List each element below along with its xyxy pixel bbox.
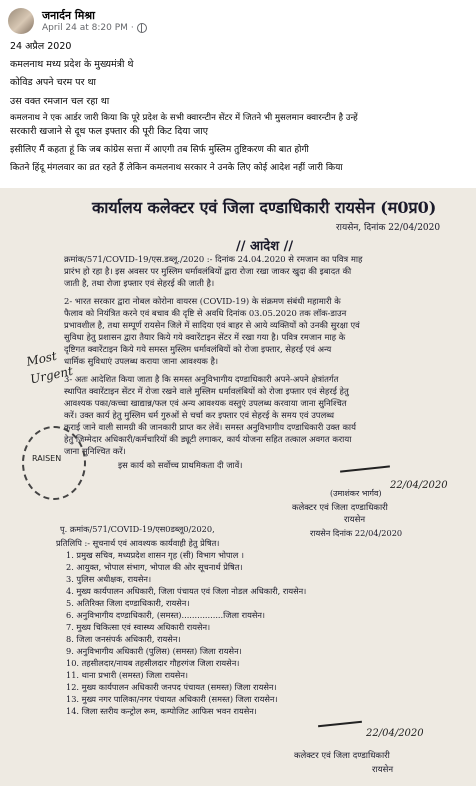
order-paragraph: फैलाव को नियंत्रित करने एवं बचाव की दृष्टि से अवधि दिनांक 03.05.2020 तक लॉक-डाउन: [64, 308, 347, 318]
post-line: कमलनाथ ने एक आर्डर जारी किया कि पूरे प्रदेश के सभी क्वारन्टीन सेंटर में जितने भी मुसलमान क्वारन्टीन है उन्हें: [10, 113, 358, 123]
copy-list-item: 8. जिला जनसंपर्क अधिकारी, रायसेन।: [66, 634, 181, 644]
post-line: सरकारी खजाने से दूध फल इफ्तार की पूरी किट दिया जाए: [10, 126, 209, 137]
post-date[interactable]: April 24 at 8:20 PM: [42, 23, 128, 33]
signature-date: 22/04/2020: [366, 728, 424, 739]
globe-icon: [137, 23, 147, 33]
order-paragraph: जाना सुनिश्चित करें।: [64, 446, 126, 456]
order-paragraph: क्रमांक/571/COVID-19/एस.डब्लू./2020 :- दिनांक 24.04.2020 से रमजान का पवित्र माह: [64, 254, 363, 264]
order-paragraph: धार्मिक सुविधाएं उपलब्ध कराया जाना आवश्यक है।: [64, 356, 219, 366]
order-paragraph: कराई जाने वाली सामग्री की जानकारी प्राप्त कर लेवें। समस्त अनुविभागीय दण्डाधिकारी उक्त कार्य: [64, 422, 356, 432]
copy-list-item: 13. मुख्य नगर पालिका/नगर पंचायत अधिकारी (समस्त) जिला रायसेन।: [66, 694, 278, 704]
post-line: कितने हिंदू मंगलवार का व्रत रहते हैं लेकिन कमलनाथ सरकार ने उनके लिए कोई आदेश नहीं जारी किया: [10, 163, 343, 173]
signature: [340, 465, 390, 472]
order-paragraph: प्रभावशील है, तथा सम्पूर्ण रायसेन जिले में सादिया एवं बाहर से आये व्यक्तियों को उनकी सुरक्षा एवं: [64, 320, 360, 330]
signature-date: 22/04/2020: [390, 480, 448, 491]
copy-list-item: 11. थाना प्रभारी (समस्त) जिला रायसेन।: [66, 670, 188, 680]
seal-stamp: [22, 426, 86, 500]
order-paragraph: 3- अतः आदेशित किया जाता है कि समस्त अनुविभागीय दण्डाधिकारी अपने-अपने क्षेत्रांतर्गत: [64, 374, 339, 384]
copy-list-item: 4. मुख्य कार्यपालन अधिकारी, जिला पंचायत एवं जिला नोडल अधिकारी, रायसेन।: [66, 586, 307, 596]
copy-list-item: 12. मुख्य कार्यपालन अधिकारी जनपद पंचायत (समस्त) जिला रायसेन।: [66, 682, 277, 692]
signer-name: (उमाशंकर भार्गव): [330, 489, 382, 498]
post-line: उस वक्त रमजान चल रहा था: [10, 96, 110, 107]
copy-list-item: 9. अनुविभागीय अधिकारी (पुलिस) (समस्त) जिला रायसेन।: [66, 646, 242, 656]
signer-place: रायसेन: [372, 765, 394, 775]
copy-reference: पृ. क्रमांक/571/COVID-19/एस0डब्लू0/2020,: [60, 524, 215, 534]
order-paragraph: 2- भारत सरकार द्वारा नोबल कोरोना वायरस (COVID-19) के संक्रमण संबंधी महामारी के: [64, 296, 341, 306]
post-line: कोविड अपने चरम पर था: [10, 77, 96, 88]
copy-list-item: 2. आयुक्त, भोपाल संभाग, भोपाल की ओर सूचनार्थ प्रेषित।: [66, 562, 243, 572]
post-meta: [42, 23, 147, 33]
order-document-image[interactable]: [0, 188, 476, 786]
order-paragraph: स्थापित क्वारेंटाइन सेंटर में रोजा रखने वाले मुस्लिम धर्मावलंबियों को रोजा इफ्तार एवं सेहरई हेतु: [64, 386, 349, 396]
order-paragraph: इस कार्य को सर्वोच्च प्राथमिकता दी जावें।: [118, 460, 243, 470]
meta-separator: ·: [130, 23, 134, 33]
order-paragraph: प्रारंभ हो रहा है। इस अवसर पर मुस्लिम धर्मावलंबियों द्वारा रोजा रखा जाकर खुदा की इबादत की: [64, 266, 352, 276]
author-name[interactable]: जनार्दन मिश्रा: [42, 9, 95, 22]
signer-title: कलेक्टर एवं जिला दण्डाधिकारी: [294, 751, 390, 761]
order-paragraph: हेतु जिम्मेदार अधिकारी/कर्मचारियों की ड्यूटी लगाकर, कार्य योजना सहित तत्काल अवगत कराया: [64, 434, 352, 444]
copy-list-item: 3. पुलिस अधीक्षक, रायसेन।: [66, 574, 152, 584]
copy-list-item: 1. प्रमुख सचिव, मध्यप्रदेश शासन गृह (सी) विभाग भोपाल ।: [66, 550, 245, 560]
document-title: कार्यालय कलेक्टर एवं जिला दण्डाधिकारी रायसेन (म0प्र0): [92, 198, 437, 217]
copy-intro: प्रतिलिपि :- सूचनार्थ एवं आवश्यक कार्यवाही हेतु प्रेषित।: [56, 538, 220, 548]
copy-list-item: 14. जिला स्तरीय कन्ट्रोल रूम, कम्पोजिट आफिस भवन रायसेन।: [66, 706, 257, 716]
order-paragraph: करें। उक्त कार्य हेतु मुस्लिम धर्म गुरुओं से चर्चा कर इफ्तार एवं सेहरई के समय एवं उपलब्ध: [64, 410, 335, 420]
copy-list-item: 5. अतिरिक्त जिला दण्डाधिकारी, रायसेन।: [66, 598, 190, 608]
post-header: [8, 6, 468, 36]
document-date: रायसेन, दिनांक 22/04/2020: [336, 223, 441, 233]
avatar[interactable]: [8, 8, 34, 34]
copy-date: रायसेन दिनांक 22/04/2020: [310, 528, 403, 538]
signature: [318, 721, 362, 728]
signer-place: रायसेन: [344, 515, 366, 525]
seal-text: RAISEN: [32, 454, 62, 463]
post-line: इसीलिए मैं कहता हूं कि जब कांग्रेस सत्ता में आएगी तब सिर्फ मुस्लिम तुष्टिकरण की बात होगी: [10, 145, 309, 155]
handwritten-note: Most Urgent: [25, 348, 75, 387]
post-line: 24 अप्रैल 2020: [10, 41, 72, 52]
signer-title: कलेक्टर एवं जिला दण्डाधिकारी: [292, 503, 388, 513]
order-heading: // आदेश //: [236, 239, 294, 254]
post-line: कमलनाथ मध्य प्रदेश के मुख्यमंत्री थे: [10, 59, 134, 70]
copy-list-item: 7. मुख्य चिकित्सा एवं स्वास्थ्य अधिकारी रायसेन।: [66, 622, 211, 632]
order-paragraph: दृष्टिगत क्वारेंटाइन किये गये समस्त मुस्लिम धर्मावलंबियों को रोजा इफ्तार, सेहरई एवं अन्य: [64, 344, 332, 354]
order-paragraph: आवश्यक पका/कच्चा खाद्यान्न/फल एवं अन्य आवश्यक वस्तुएं उपलब्ध करवाया जाना सुनिश्चित: [64, 398, 347, 408]
copy-list-item: 10. तहसीलदार/नायब तहसीलदार गौहरगंज जिला रायसेन।: [66, 658, 240, 668]
order-paragraph: जाती है, तथा रोजा इफ्तार एवं सेहरई की जाती है।: [64, 278, 215, 288]
order-paragraph: सुविधा हेतु प्रशासन द्वारा तैयार किये गये क्वारेंटाइन सेंटर में रखा गया है। पवित्र रमजान माह के: [64, 332, 346, 342]
copy-list-item: 6. अनुविभागीय दण्डाधिकारी, (समस्त)................जिला रायसेन।: [66, 610, 266, 620]
